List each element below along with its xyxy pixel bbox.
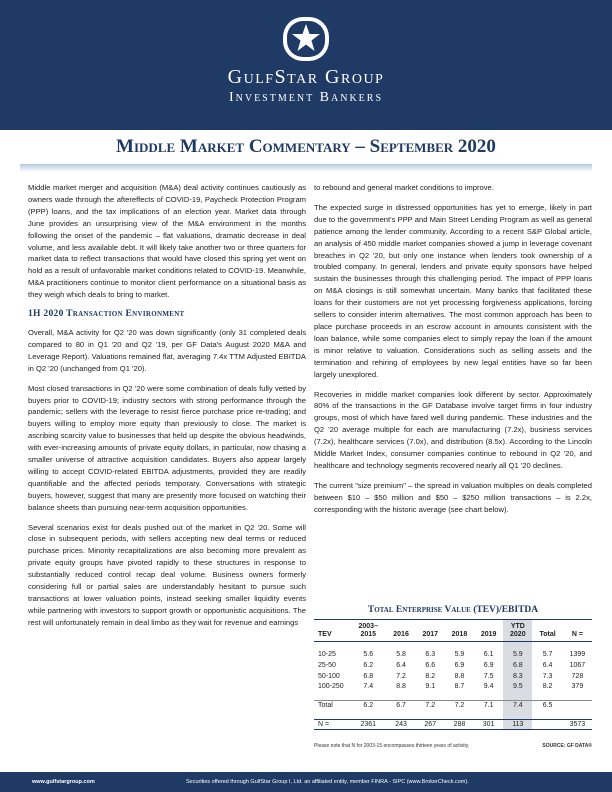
table-cell: 25-50 (318, 661, 336, 669)
table-total-row (314, 700, 592, 711)
page-title: Middle Market Commentary – September 2020 (116, 136, 496, 157)
table-cell: 7.2 (396, 672, 406, 680)
table-cell: 50-100 (318, 672, 340, 680)
header-cell: 2018 (445, 630, 474, 641)
table-cell: 6.4 (396, 661, 406, 669)
header-cell (314, 620, 350, 631)
footer-disclaimer: Securities offered through GulfStar Group I, Ltd. an affiliated entity, member FINRA - SIPC (www.BrokerCheck.com). (186, 779, 469, 785)
table-cell: 1399 (569, 650, 586, 658)
table-cell: 7.4 (503, 700, 532, 711)
header-cell (386, 620, 415, 631)
table-cell: 243 (386, 719, 415, 730)
left-column (28, 182, 306, 637)
header-cell: 2003– (350, 620, 386, 631)
paragraph: Most closed transactions in Q2 '20 were some combination of deals fully vetted by buyers prior to COVID-19; industry sectors with strong performance through the pandemic; sellers with the leverage to resist fierce purchase price re-trading; and buyers willing to employ more equity than previously to close. The market is ascribing scarcity value to businesses that held up despite the obvious headwinds, with ever-increasing amounts of private equity dollars, in particular, now chasing a smaller universe of attractive acquisition candidates. Buyers also appear largely willing to accept COVID-related EBITDA adjustments, provided they are readily quantifiable and the affected periods temporary. Conversations with strategic buyers, however, suggest that many are presently more focused on watching their balance sheets than pursuing near-term acquisition opportunities. (28, 383, 306, 512)
paragraph: Middle market merger and acquisition (M&A) deal activity continues cautiously as owners wade through the aftereffects of COVID-19, Paycheck Protection Program (PPP) loans, and the tax implications of an election year. Market data through June provides an unsurprising view of the M&A environment in the months following the onset of the pandemic – flat valuations, dramatic decrease in deal volume, and less available debt. It will likely take another two or three quarters for market data to reflect transactions that would have closed this spring yet went on hold as a result of unfavorable market conditions related to COVID-19. Meanwhile, M&A practitioners continue to monitor client performance on a situational basis as they weigh which deals to bring to market. (28, 183, 306, 300)
table-cell: 6.5 (532, 700, 562, 711)
header-cell: 2015 (350, 630, 386, 641)
header-cell: 2020 (503, 630, 532, 641)
header-cell: Total (532, 630, 562, 641)
table-cell: 9.5 (503, 681, 532, 692)
table-note: Please note that N for 2003-15 encompasses thirteen years of activity. (314, 743, 470, 749)
table-source: SOURCE: GF DATA® (542, 743, 592, 749)
header-cell (563, 620, 592, 631)
table-cell (532, 719, 562, 730)
header-cell: 2016 (386, 630, 415, 641)
table-cell: 5.9 (454, 650, 465, 658)
table-cell: 113 (503, 719, 532, 730)
paragraph: Overall, M&A activity for Q2 '20 was down significantly (only 31 completed deals compared to 80 in Q1 '20 and Q2 '19, per GF Data's August 2020 M&A and Leverage Report). Valuations remained flat, averaging 7.4x TTM Adjusted EBITDA in Q2 '20 (unchanged from Q1 '20). (28, 327, 306, 373)
paragraph: The current "size premium" – the spread in valuation multiples on deals completed between $10 – $50 million and $50 – $250 million transactions – is 2.2x, corresponding with the historic average (see chart below). (314, 480, 592, 514)
table-cell: 2361 (350, 719, 386, 730)
table-cell: 8.2 (425, 672, 436, 680)
table-count-row (314, 719, 592, 730)
table-cell: 6.8 (503, 660, 532, 671)
table-cell: 6.3 (425, 650, 436, 658)
table-cell: 7.1 (474, 700, 503, 711)
paragraph: to rebound and general market conditions to improve. (314, 183, 494, 192)
table-cell: 7.2 (416, 700, 445, 711)
table-cell: 301 (474, 719, 503, 730)
table-row (314, 681, 592, 692)
table-cell: 7.5 (483, 672, 494, 680)
table-cell: N = (314, 719, 350, 730)
table-cell: 6.4 (542, 661, 553, 669)
table-cell: 288 (445, 719, 474, 730)
header-cell: 2017 (416, 630, 445, 641)
footer-website-link[interactable]: www.gulfstargroup.com (32, 779, 95, 785)
table-cell: 5.7 (542, 650, 553, 658)
paragraph: Recoveries in middle market companies look different by sector. Approximately 80% of the transactions in the GF Database involve target firms in four industry groups, most of which have fared well during pandemic. These industries and the Q2 '20 average multiple for each are manufacturing (7.2x), business services (7.2x), healthcare services (7.0x), and distribution (8.5x). According to the Lincoln Middle Market Index, consumer companies continue to rebound in Q2 '20, and healthcare and technology segments recovered nearly all Q1 '20 declines. (314, 389, 592, 470)
header-cell: TEV (314, 630, 350, 641)
header-banner (0, 0, 612, 130)
spacer-row (314, 692, 592, 700)
header-cell: N = (563, 630, 592, 641)
table-cell: 5.9 (503, 649, 532, 660)
table-header-row (314, 620, 592, 631)
table-cell: 5.6 (363, 650, 374, 658)
table-cell: 7.4 (363, 683, 374, 691)
table-cell: 6.2 (363, 661, 374, 669)
table-row (314, 649, 592, 660)
table-cell: 6.8 (363, 672, 374, 680)
table-cell: 267 (416, 719, 445, 730)
table-row (314, 671, 592, 682)
brand-subtitle: Investment Bankers (228, 90, 384, 105)
spacer-row (314, 711, 592, 719)
table-cell: 1067 (569, 661, 586, 669)
table-cell: 10-25 (318, 650, 336, 658)
table-title: Total Enterprise Value (TEV)/EBITDA (367, 605, 539, 615)
header-cell (532, 620, 562, 631)
paragraph: The expected surge in distressed opportunities has yet to emerge, likely in part due to the government's PPP and Main Street Lending Program as well as general patience among the lender community. According to a recent S&P Global article, an analysis of 450 middle market companies showed a jump in leverage covenant breaches in Q2 '20, but only one instance when lenders took ownership of a troubled company. In general, lenders and private equity sponsors have helped sustain the businesses through this challenging period. The impact of PPP loans on M&A closings is still somewhat uncertain. Many banks that facilitated these loans for their customers are not yet processing forgiveness applications, forcing sellers to consider interim alternatives. The most common approach has been to place purchase proceeds in an escrow account in amounts consistent with the loan balance, while some companies elect to simply repay the loan if the amount is minor relative to valuation. Considerations such as selling assets and the termination and rehiring of employees by new legal entities have so far been largely unexplored. (314, 202, 592, 379)
table-cell: Total (314, 700, 350, 711)
table-cell: 9.1 (425, 683, 436, 691)
table-cell: 728 (571, 672, 584, 680)
table-cell: 6.2 (350, 700, 386, 711)
table-cell (563, 700, 592, 711)
table-cell: 5.8 (396, 650, 406, 658)
paragraph: Several scenarios exist for deals pushed out of the market in Q2 '20. Some will close in subsequent periods, with sellers accepting new deal terms or reduced purchase prices. Minority recapitalizations are also becoming more prevalent as private equity groups have pivoted rapidly to these structures in response to substantially reduced control recap deal volume. Business owners formerly considering full or partial sales are understandably hesitant to pursue such transactions at lower valuation points, instead seeking smaller liquidity events while partnering with investors to support growth or opportunistic acquisitions. The rest will unfortunately remain in deal limbo as they wait for revenue and earnings (28, 522, 306, 627)
section-heading: 1H 2020 Transaction Environment (28, 309, 185, 320)
table-cell: 8.8 (454, 672, 465, 680)
table-cell: 7.2 (445, 700, 474, 711)
table-cell: 8.7 (454, 683, 465, 691)
table-cell: 6.9 (483, 661, 494, 669)
footer-bar (0, 772, 612, 792)
table-cell: 6.7 (386, 700, 415, 711)
table-cell: 8.2 (542, 683, 553, 691)
table-cell: 100-250 (318, 683, 344, 691)
table-cell: 379 (571, 683, 584, 691)
table-cell: 8.3 (503, 671, 532, 682)
table-cell: 8.8 (396, 683, 406, 691)
header-cell: 2019 (474, 630, 503, 641)
table-header-row (314, 630, 592, 641)
star-badge-icon (280, 14, 332, 64)
brand-name: GulfStar Group (227, 66, 385, 88)
header-cell (416, 620, 445, 631)
title-rule (20, 164, 592, 172)
tev-ebitda-table (314, 619, 592, 730)
table-cell: 6.9 (454, 661, 465, 669)
header-cell: YTD (503, 620, 532, 631)
header-cell (445, 620, 474, 631)
table-cell: 6.1 (483, 650, 494, 658)
table-cell: 7.3 (542, 672, 553, 680)
right-column (314, 182, 592, 524)
header-cell (474, 620, 503, 631)
table-cell: 9.4 (483, 683, 494, 691)
table-cell: 3573 (563, 719, 592, 730)
table-row (314, 660, 592, 671)
spacer-row (314, 641, 592, 649)
table-cell: 6.6 (425, 661, 436, 669)
